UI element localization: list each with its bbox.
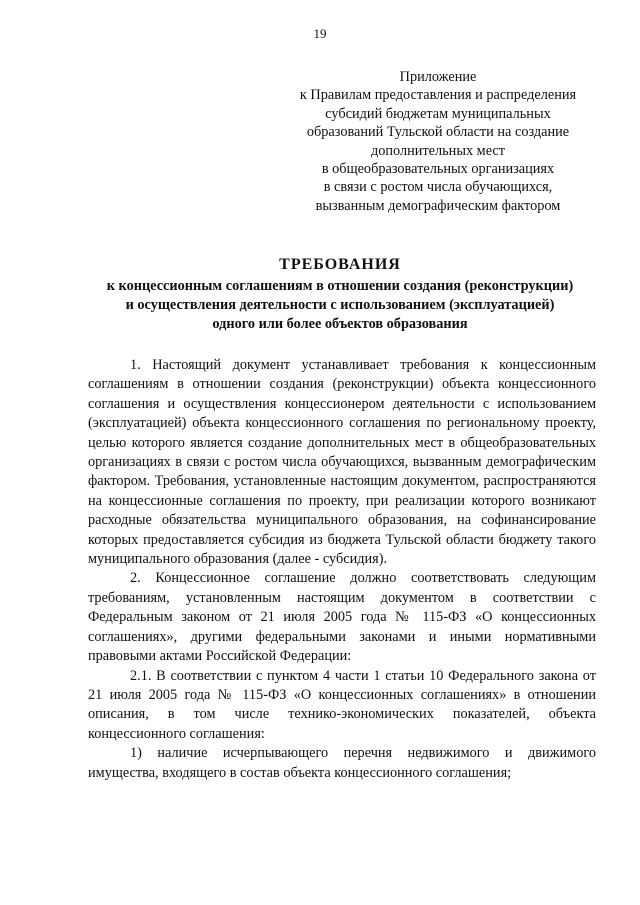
appendix-line: в общеобразовательных организациях: [321, 161, 555, 178]
appendix-line: в связи с ростом числа обучающихся,: [323, 179, 553, 196]
appendix-line: дополнительных мест: [370, 142, 506, 159]
appendix-header: [268, 68, 608, 215]
appendix-line: Приложение: [399, 69, 477, 85]
page-number: 19: [313, 26, 327, 41]
appendix-line: образований Тульской области на создание: [306, 124, 570, 141]
title-subline: одного или более объектов образования: [212, 315, 468, 332]
paragraph-2: 2. Концессионное соглашение должно соответствовать следующим требованиям, установленным настоящим документом в соответствии с Федеральным законом от 21 июля 2005 года № 115-ФЗ «О концессионных соглашениях», другими федеральными законами и иными нормативными правовыми актами Российской Федерации:: [88, 570, 596, 665]
title-subline: к концессионным соглашениям в отношении создания (реконструкции): [106, 278, 574, 294]
appendix-line: субсидий бюджетам муниципальных: [325, 105, 551, 122]
appendix-line: вызванным демографическим фактором: [315, 197, 561, 214]
title-heading: ТРЕБОВАНИЯ: [279, 256, 401, 273]
appendix-line: к Правилам предоставления и распределения: [299, 87, 577, 104]
document-title: [60, 255, 620, 333]
paragraph-1: 1. Настоящий документ устанавливает требования к концессионным соглашениям в отношении создания (реконструкции) объекта концессионного соглашения и осуществления концессионером деятельности с использованием (эксплуатацией) объекта концессионного соглашения по региональному проекту, целью которого является создание дополнительных мест в общеобразовательных организациях в связи с ростом числа обучающихся, вызванным демографическим фактором. Требования, установленные настоящим документом, распространяются на концессионные соглашения по проекту, при реализации которого возникают расходные обязательства муниципального образования, на софинансирование которых предоставляется субсидия из бюджета Тульской области бюджету такого муниципального образования (далее - субсидия).: [88, 357, 596, 568]
document-body: [88, 356, 596, 783]
title-subline: и осуществления деятельности с использованием (эксплуатацией): [125, 296, 555, 313]
paragraph-2-1: 2.1. В соответствии с пунктом 4 части 1 статьи 10 Федерального закона от 21 июля 2005 года № 115-ФЗ «О концессионных соглашениях» в отношении описания, в том числе технико-экономических показателей, объекта концессионного соглашения:: [88, 667, 596, 742]
paragraph-item-1: 1) наличие исчерпывающего перечня недвижимого и движимого имущества, входящего в состав объекта концессионного соглашения;: [88, 745, 596, 781]
